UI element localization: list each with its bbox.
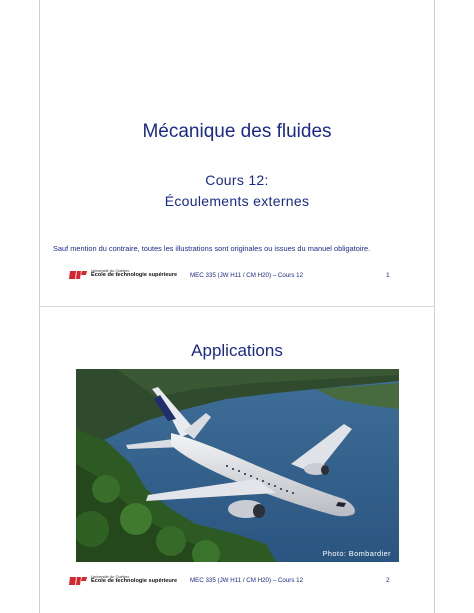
footer-course-ref-2: MEC 335 (JW H11 / CM H20) – Cours 12	[190, 577, 304, 584]
footer-course-ref-1: MEC 335 (JW H11 / CM H20) – Cours 12	[190, 272, 304, 279]
logo-school: École de technologie supérieure	[91, 578, 178, 585]
logo-school: École de technologie supérieure	[91, 272, 178, 279]
slide1-note: Sauf mention du contraire, toutes les illustrations sont originales ou issues du manuel obligatoire.	[53, 244, 371, 253]
ets-logo-mark-icon	[69, 268, 87, 280]
page-number-2: 2	[386, 577, 390, 584]
logo-university: Université du Québec	[91, 573, 130, 579]
airplane-photo-image	[76, 369, 399, 562]
page-number-1: 1	[386, 272, 390, 279]
slide1-course: Cours 12:	[205, 172, 269, 188]
ets-logo-mark-icon	[69, 574, 87, 586]
airplane-photo	[76, 369, 399, 562]
ets-logo	[69, 268, 177, 280]
slide-separator	[39, 306, 435, 307]
slide2-title: Applications	[191, 341, 283, 360]
slide1-title: Mécanique des fluides	[142, 121, 332, 142]
ets-logo-2	[69, 574, 177, 586]
slide1-topic: Écoulements externes	[164, 193, 310, 209]
logo-university: Université du Québec	[91, 267, 130, 273]
photo-credit: Photo: Bombardier	[322, 549, 391, 558]
